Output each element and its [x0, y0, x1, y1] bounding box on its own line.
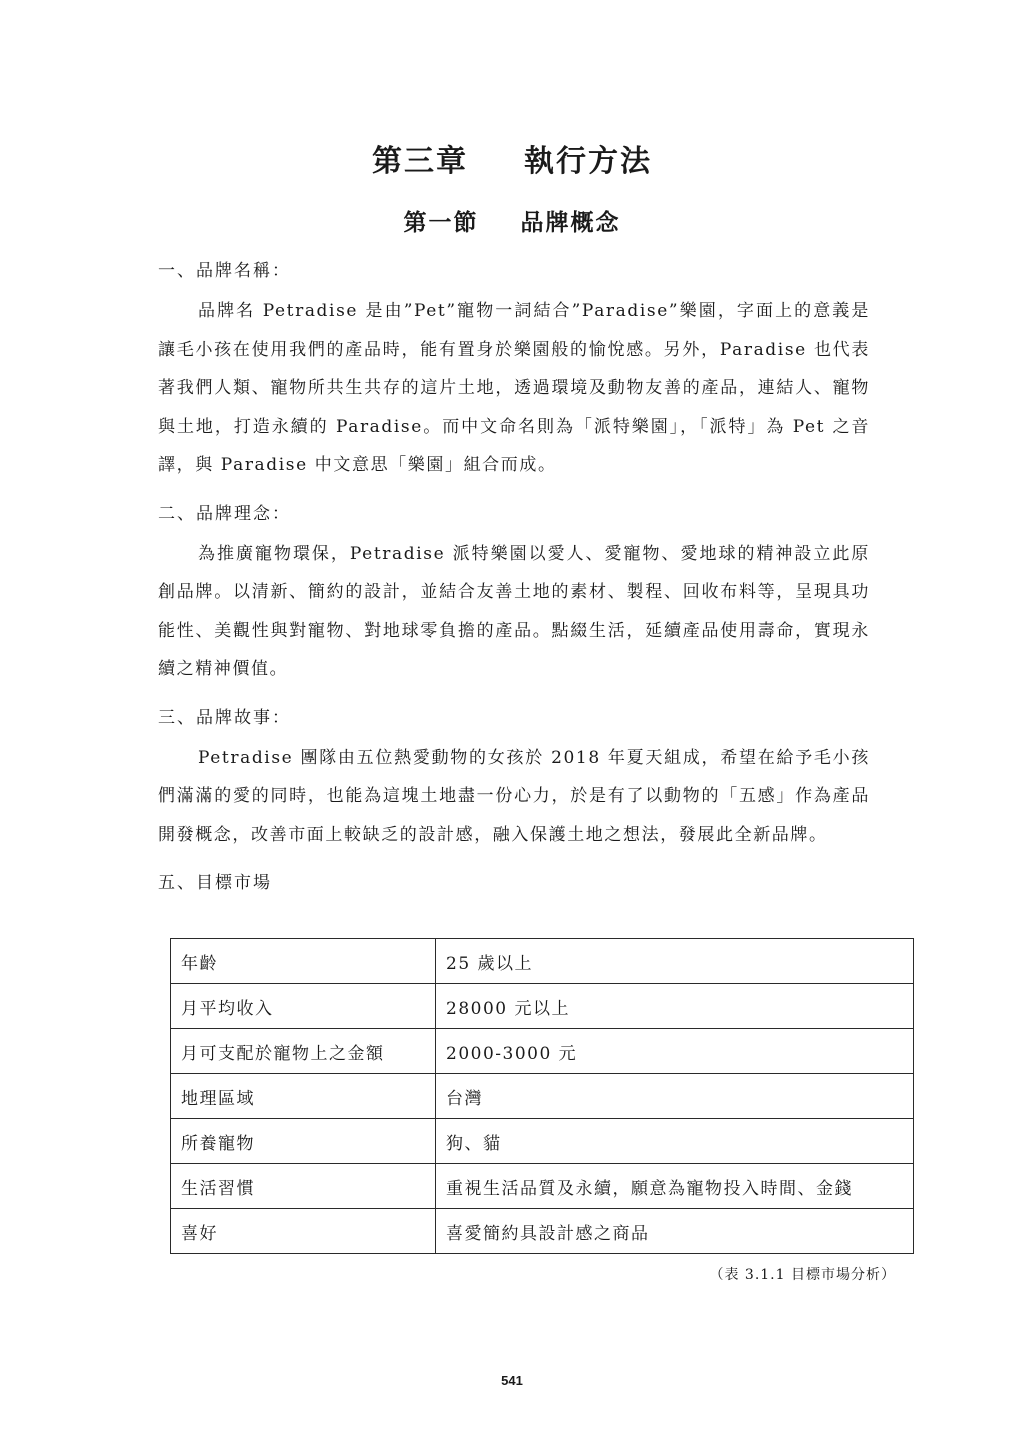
- page-number: 541: [501, 1373, 523, 1388]
- table-row: [171, 1029, 914, 1074]
- target-market-table-wrap: [170, 938, 914, 1254]
- table-cell-label: 月平均收入: [171, 984, 436, 1029]
- table-cell-value: 重視生活品質及永續，願意為寵物投入時間、金錢: [436, 1164, 914, 1209]
- table-row: [171, 1119, 914, 1164]
- table-row: [171, 1074, 914, 1119]
- table-cell-label: 地理區域: [171, 1074, 436, 1119]
- chapter-number: 第三章: [372, 144, 468, 179]
- table-cell-label: 生活習慣: [171, 1164, 436, 1209]
- table-row: [171, 1164, 914, 1209]
- chapter-title: [0, 136, 1024, 180]
- table-cell-value: 25 歲以上: [436, 939, 914, 984]
- table-cell-label: 月可支配於寵物上之金額: [171, 1029, 436, 1074]
- table-cell-label: 喜好: [171, 1209, 436, 1254]
- table-caption: （表 3.1.1 目標市場分析）: [709, 1267, 896, 1283]
- table-cell-label: 所養寵物: [171, 1119, 436, 1164]
- target-market-table: [170, 938, 914, 1254]
- table-row: [171, 939, 914, 984]
- heading-brand-name: 一、品牌名稱：: [158, 261, 291, 281]
- paragraph-brand-name: 品牌名 Petradise 是由”Pet”寵物一詞結合”Paradise”樂園，字面上的意義是讓毛小孩在使用我們的產品時，能有置身於樂園般的愉悅感。另外，Paradise 也代表著我們人類、寵物所共生共存的這片土地，透過環境及動物友善的產品，連結人、寵物與土地，打造永續的 Paradise。而中文命名則為「派特樂園」，「派特」為 Pet 之音譯，與 Paradise 中文意思「樂園」組合而成。: [158, 301, 870, 475]
- table-row: [171, 1209, 914, 1254]
- heading-brand-philosophy: 二、品牌理念：: [158, 503, 291, 524]
- table-cell-value: 狗、貓: [436, 1119, 914, 1164]
- section-name: 品牌概念: [520, 209, 621, 236]
- heading-target-market: 五、目標市場: [158, 873, 272, 893]
- table-cell-label: 年齡: [171, 939, 436, 984]
- paragraph-brand-philosophy: 為推廣寵物環保，Petradise 派特樂園以愛人、愛寵物、愛地球的精神設立此原創品牌。以清新、簡約的設計，並結合友善土地的素材、製程、回收布料等，呈現具功能性、美觀性與對寵物、對地球零負擔的產品。點綴生活，延續產品使用壽命，實現永續之精神價值。: [158, 543, 870, 679]
- section-number: 第一節: [403, 209, 479, 236]
- body-content: [158, 256, 870, 904]
- heading-brand-story: 三、品牌故事：: [158, 707, 291, 728]
- paragraph-brand-story: Petradise 團隊由五位熱愛動物的女孩於 2018 年夏天組成，希望在給予毛小孩們滿滿的愛的同時，也能為這塊土地盡一份心力，於是有了以動物的「五感」作為產品開發概念，改善市面上較缺乏的設計感，融入保護土地之想法，發展此全新品牌。: [158, 747, 870, 845]
- table-cell-value: 28000 元以上: [436, 984, 914, 1029]
- table-row: [171, 984, 914, 1029]
- table-cell-value: 2000-3000 元: [436, 1029, 914, 1074]
- table-cell-value: 台灣: [436, 1074, 914, 1119]
- section-title: [0, 204, 1024, 237]
- table-cell-value: 喜愛簡約具設計感之商品: [436, 1209, 914, 1254]
- chapter-name: 執行方法: [524, 144, 652, 179]
